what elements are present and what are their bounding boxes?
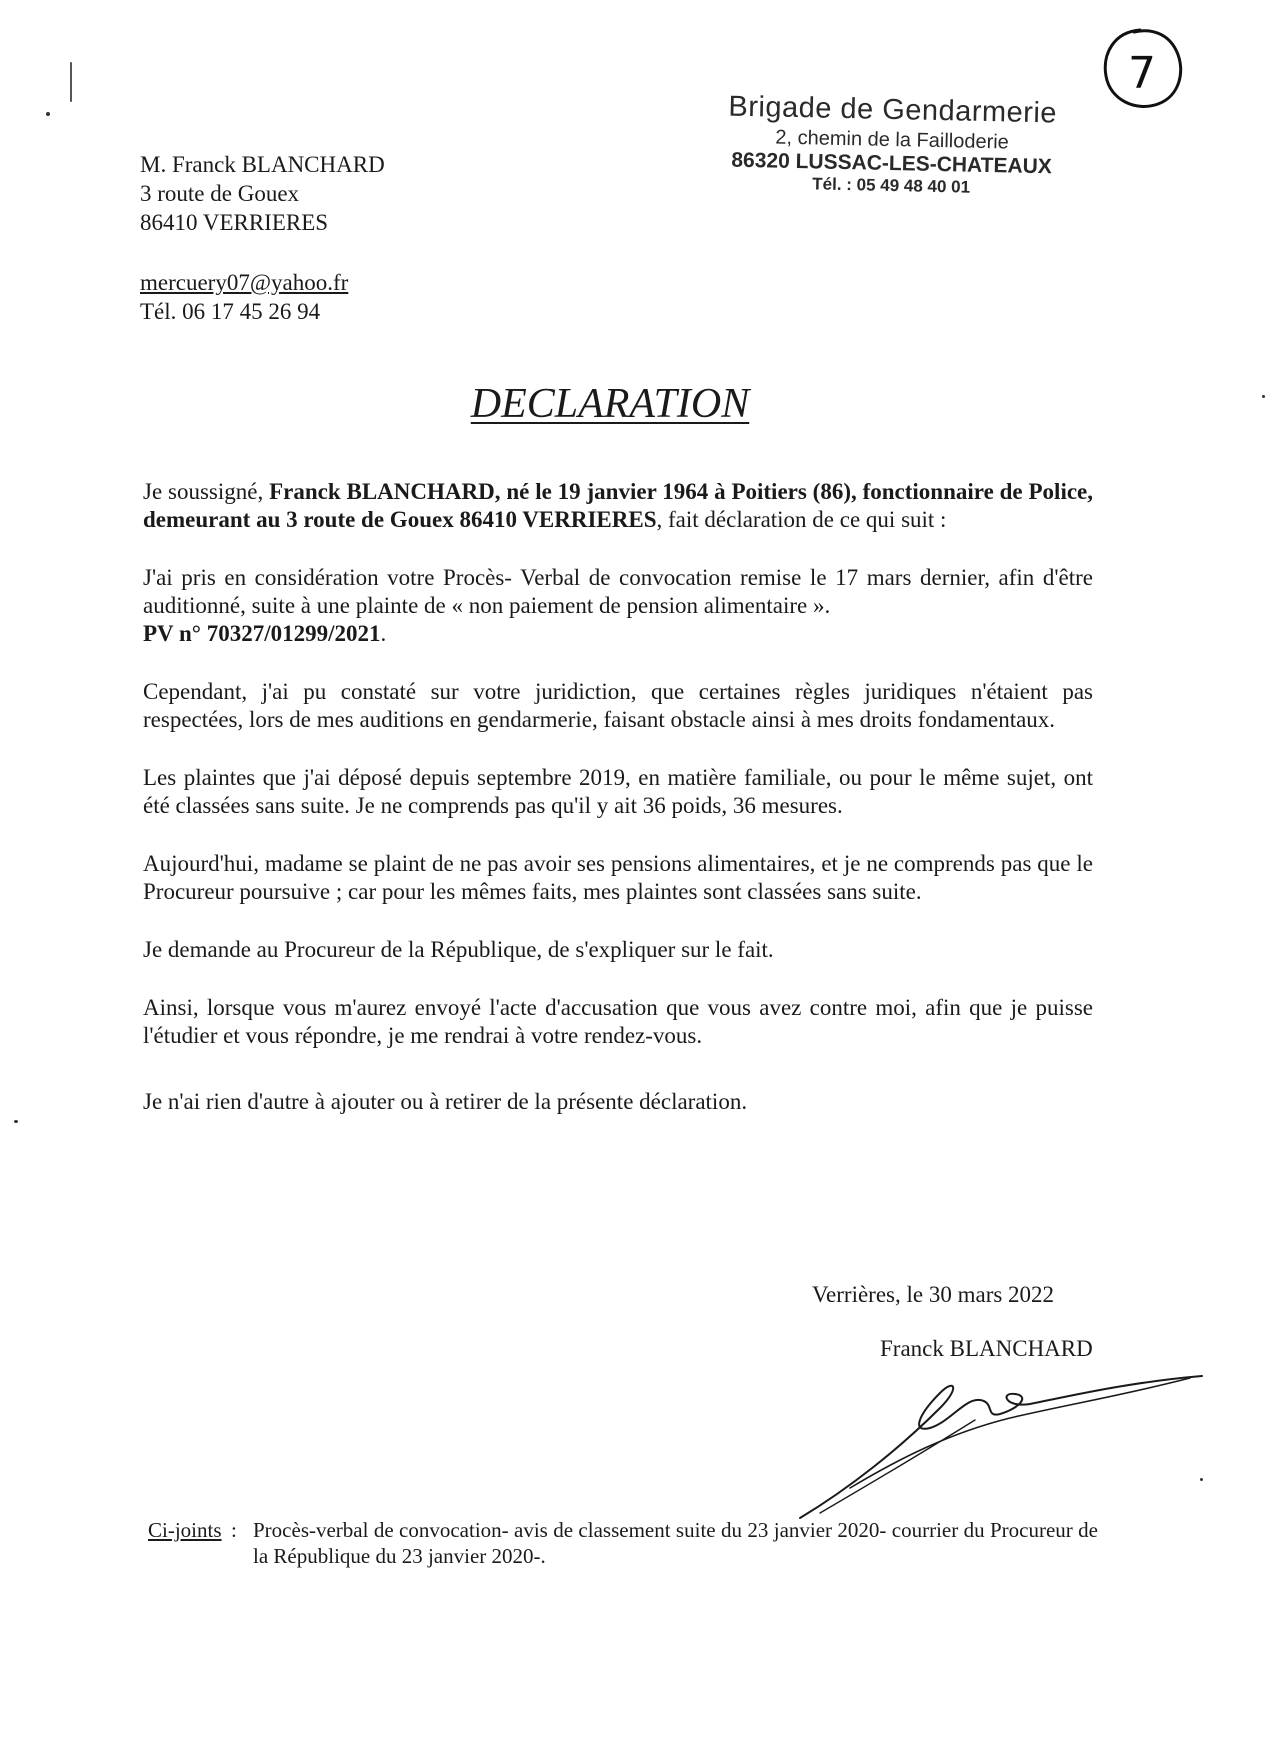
intro-identity: Franck BLANCHARD, né le 19 janvier 1964 à Poitiers (86), fonctionnaire de Police, demeurant au 3 route de Gouex 86410 VERRIERES — [143, 479, 1093, 532]
paragraph-convocation — [143, 564, 1093, 648]
paragraph-closing: Je n'ai rien d'autre à ajouter ou à retirer de la présente déclaration. — [143, 1089, 748, 1114]
paragraph-appointment: Ainsi, lorsque vous m'aurez envoyé l'acte d'accusation que vous avez contre moi, afin que je puisse l'étudier et vous répondre, je me rendrai à votre rendez-vous. — [143, 995, 1093, 1048]
stamp-line2: 2, chemin de la Failloderie — [775, 126, 1010, 154]
intro-text-end: , fait déclaration de ce qui suit : — [656, 507, 947, 532]
sender-block — [140, 150, 385, 237]
pv-number: PV n° 70327/01299/2021 — [143, 621, 381, 646]
attachments-label-colon: : — [231, 1518, 237, 1542]
scan-speck — [14, 1120, 18, 1123]
page-number: 7 — [1128, 48, 1156, 99]
pv-number-end: . — [380, 621, 387, 646]
page-number-circle — [1096, 24, 1188, 116]
signatory-name: Franck BLANCHARD — [880, 1336, 1093, 1361]
intro-paragraph — [143, 478, 1093, 534]
stamp-line3: 86320 LUSSAC-LES-CHATEAUX — [731, 148, 1053, 179]
sender-address-line1: 3 route de Gouex — [140, 181, 300, 206]
declaration-body — [143, 478, 1093, 1146]
paragraph-complaints: Les plaintes que j'ai déposé depuis septembre 2019, en matière familiale, ou pour le même sujet, ont été classées sans suite. Je ne comprends pas qu'il y ait 36 poids, 36 mesures. — [143, 765, 1093, 818]
scan-speck — [46, 112, 50, 116]
stamp-line1: Brigade de Gendarmerie — [728, 90, 1058, 130]
convocation-text: J'ai pris en considération votre Procès- Verbal de convocation remise le 17 mars dernier, afin d'être auditionné, suite à une plainte de « non paiement de pension alimentaire ». — [143, 565, 1093, 618]
sender-email: mercuery07@yahoo.fr — [140, 270, 349, 295]
stamp-line4: Tél. : 05 49 48 40 01 — [812, 174, 971, 197]
document-title: DECLARATION — [470, 381, 750, 427]
attachments-block — [148, 1517, 1098, 1569]
attachments-list: Procès-verbal de convocation- avis de classement suite du 23 janvier 2020- courrier du Procureur de la République du 23 janvier 2020-. — [253, 1518, 1098, 1568]
place-date: Verrières, le 30 mars 2022 — [812, 1282, 1055, 1307]
paragraph-rules: Cependant, j'ai pu constaté sur votre juridiction, que certaines règles juridiques n'étaient pas respectées, lors de mes auditions en gendarmerie, faisant obstacle ainsi à mes droits fondamentaux. — [143, 679, 1093, 732]
scan-mark — [70, 62, 72, 102]
intro-text-start: Je soussigné, — [143, 479, 270, 504]
contact-block — [140, 268, 348, 326]
handwritten-signature — [790, 1338, 1210, 1528]
attachments-label: Ci-joints — [148, 1518, 222, 1542]
scan-speck — [1262, 395, 1265, 398]
sender-name: M. Franck BLANCHARD — [140, 152, 385, 177]
paragraph-request: Je demande au Procureur de la République, de s'expliquer sur le fait. — [143, 937, 774, 962]
sender-phone: Tél. 06 17 45 26 94 — [140, 299, 321, 324]
paragraph-pension: Aujourd'hui, madame se plaint de ne pas avoir ses pensions alimentaires, et je ne comprends pas que le Procureur poursuive ; car pour les mêmes faits, mes plaintes sont classées sans suite. — [143, 851, 1093, 904]
scan-speck — [1200, 1478, 1203, 1481]
sender-address-line2: 86410 VERRIERES — [140, 210, 329, 235]
gendarmerie-stamp — [711, 90, 1073, 200]
